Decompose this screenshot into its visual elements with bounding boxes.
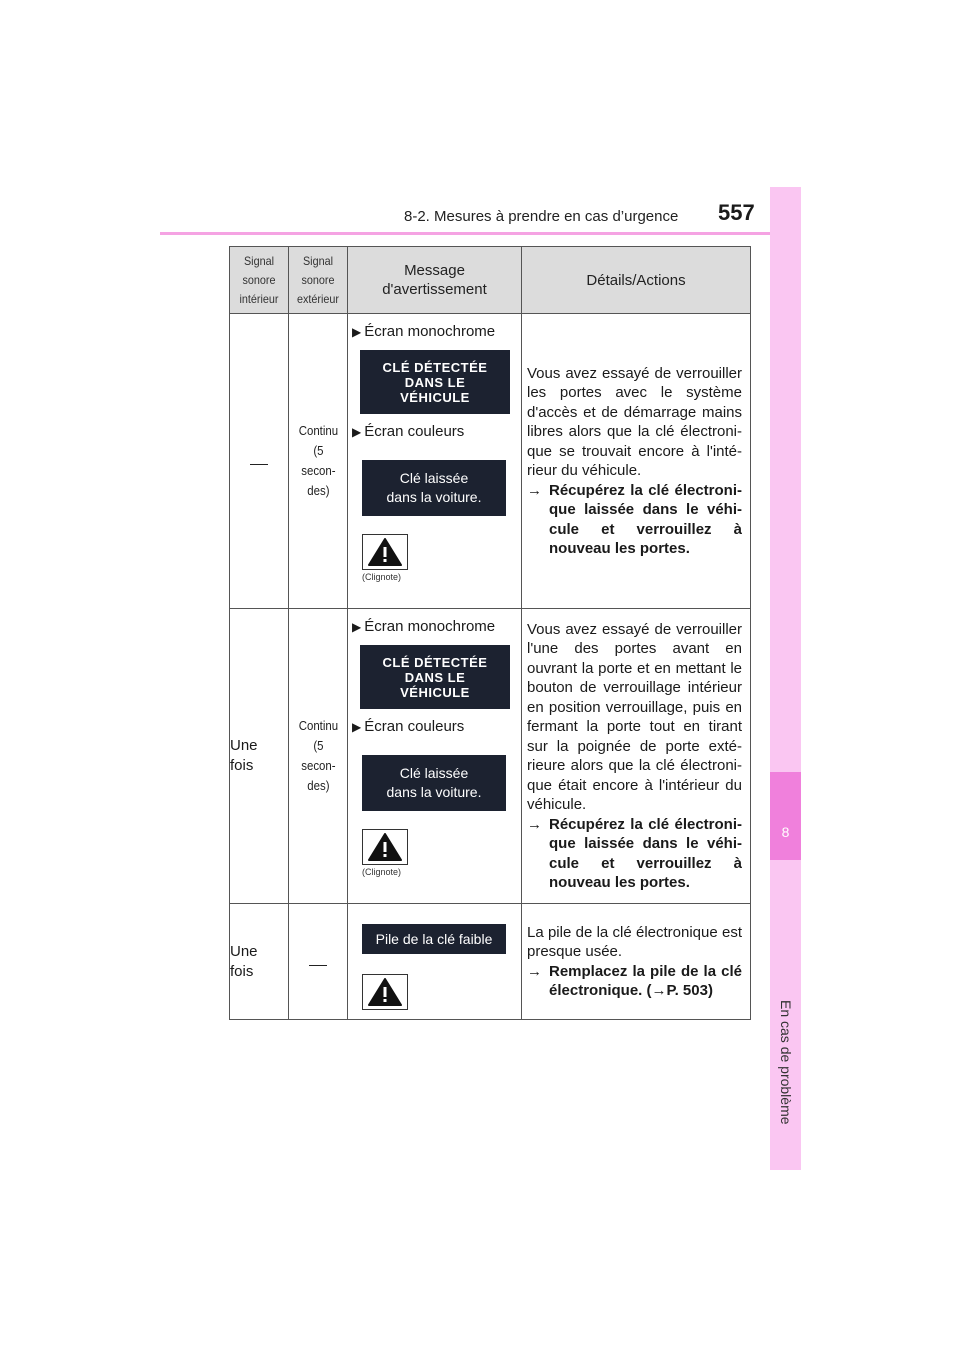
header-message: Message d'avertissement <box>348 247 522 314</box>
mono-screen-label: ▶ Écran monochrome <box>352 618 496 635</box>
mono-display-message: CLÉ DÉTECTÉE DANS LE VÉHICULE <box>360 645 510 709</box>
table-row <box>230 609 751 904</box>
arrow-icon: → <box>527 962 542 980</box>
color-display-message: Clé laissée dans la voiture. <box>362 755 506 811</box>
details-text: La pile de la clé électronique est presque usée. <box>527 923 742 960</box>
table-row <box>230 314 751 609</box>
interior-signal-cell: Une fois <box>230 904 289 1020</box>
action-text: → Récupérez la clé électroni-que laissée dans le véhi-cule et verrouillez à nouveau les portes. <box>527 815 742 891</box>
interior-signal-cell <box>230 314 289 609</box>
arrow-icon: → <box>527 481 542 499</box>
blink-note: (Clignote) <box>362 572 402 582</box>
chapter-number: 8 <box>781 824 790 840</box>
section-title: 8-2. Mesures à prendre en cas d’urgence <box>404 208 679 225</box>
bullet-icon: ▶ <box>352 325 362 339</box>
low-battery-display-message: Pile de la clé faible <box>362 924 506 954</box>
color-screen-label: ▶ Écran couleurs <box>352 423 465 440</box>
warning-indicator <box>362 829 410 877</box>
bullet-icon: ▶ <box>352 620 362 634</box>
message-cell <box>348 314 522 609</box>
header-rule <box>160 232 800 235</box>
warning-message-table <box>229 246 751 1020</box>
mono-screen-label: ▶ Écran monochrome <box>352 323 496 340</box>
exterior-signal-cell: Continu (5 secon- des) <box>289 609 348 904</box>
color-screen-label: ▶ Écran couleurs <box>352 718 465 735</box>
details-cell <box>522 314 751 609</box>
table-row <box>230 904 751 1020</box>
exterior-signal-cell: Continu (5 secon- des) <box>289 314 348 609</box>
action-text: → Récupérez la clé électroni-que laissée dans le véhi-cule et verrouillez à nouveau les portes. <box>527 481 742 557</box>
arrow-icon: → <box>527 815 542 833</box>
bullet-icon: ▶ <box>352 425 362 439</box>
warning-triangle-icon <box>362 974 408 1010</box>
details-text: Vous avez essayé de verrouiller les portes avec le système d'accès et de démarrage mains libres alors que la clé électroni-que se trouvait encore à l'inté-rieur du véhicule. <box>527 364 742 479</box>
color-display-message: Clé laissée dans la voiture. <box>362 460 506 516</box>
details-cell <box>522 609 751 904</box>
details-cell <box>522 904 751 1020</box>
bullet-icon: ▶ <box>352 720 362 734</box>
no-signal-dash <box>250 464 268 465</box>
mono-display-message: CLÉ DÉTECTÉE DANS LE VÉHICULE <box>360 350 510 414</box>
warning-indicator <box>362 534 410 582</box>
exterior-signal-cell <box>289 904 348 1020</box>
header-details: Détails/Actions <box>522 247 751 314</box>
page-number: 557 <box>718 200 755 225</box>
action-text: → Remplacez la pile de la clé électronique. (→P. 503) <box>527 962 742 999</box>
details-text: Vous avez essayé de verrouiller l'une des portes avant en ouvrant la porte et en mettant le bouton de verrouillage intérieur en position verrouillage, puis en fermant la porte tout en tirant sur la poignée de porte exté-rieure alors que la clé électroni-que était encore à l'intérieur du véhicule. <box>527 620 742 813</box>
warning-indicator <box>362 974 410 1010</box>
warning-triangle-icon <box>362 534 408 570</box>
message-cell <box>348 904 522 1020</box>
header-exterior-signal: Signal sonore extérieur <box>289 247 348 314</box>
chapter-tab-marker <box>770 772 801 860</box>
table-header-row <box>230 247 751 314</box>
blink-note: (Clignote) <box>362 867 402 877</box>
no-signal-dash <box>309 965 327 966</box>
warning-triangle-icon <box>362 829 408 865</box>
header-interior-signal: Signal sonore intérieur <box>230 247 289 314</box>
message-cell <box>348 609 522 904</box>
interior-signal-cell: Une fois <box>230 609 289 904</box>
